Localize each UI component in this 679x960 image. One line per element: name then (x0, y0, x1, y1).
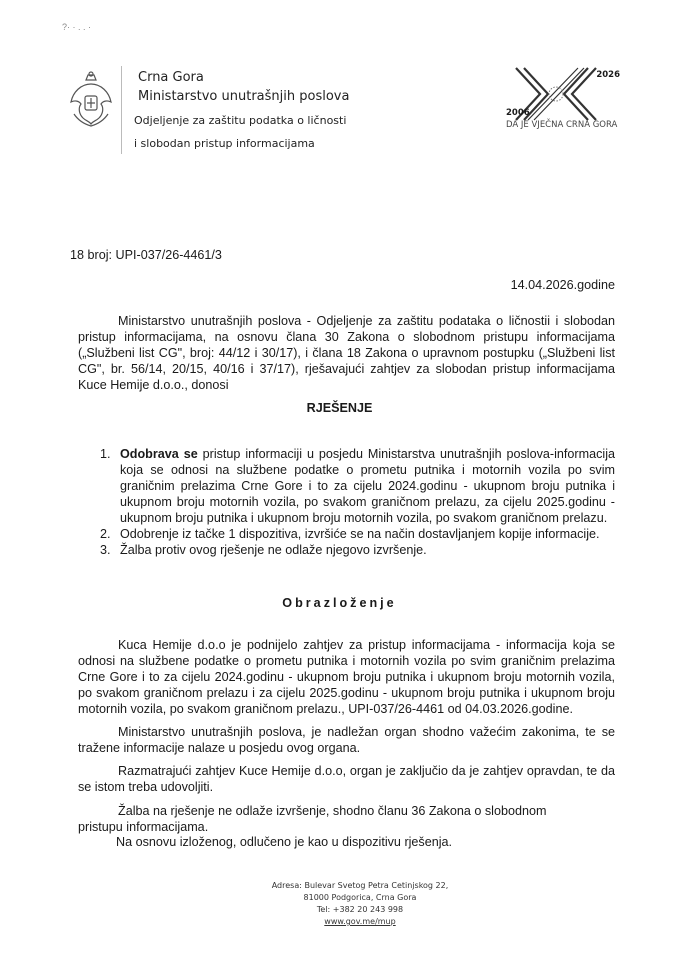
footer-tel: Tel: +382 20 243 998 (316, 905, 404, 914)
footer-city: 81000 Podgorica, Crna Gora (303, 893, 417, 902)
decision-list (100, 446, 615, 558)
item-number: 1. (100, 447, 111, 461)
item-number: 3. (100, 543, 111, 557)
scan-marks: ?· · . . · (62, 22, 91, 32)
decision-item (100, 542, 615, 558)
reasoning-paragraph: Razmatrajući zahtjev Kuce Hemije d.o.o, organ je zaključio da je zahtjev opravdan, te da se istom treba udovoljiti. (78, 764, 615, 794)
header-department-line2: i slobodan pristup informacijama (134, 137, 315, 150)
reference-number: 18 broj: UPI-037/26-4461/3 (70, 248, 222, 262)
reasoning-paragraph: Ministarstvo unutrašnjih poslova, je nadležan organ shodno važećim zakonima, te se tražene informacije nalaze u posjedu ovog organa. (78, 725, 615, 755)
jubilee-logo (500, 66, 620, 146)
decision-item (100, 526, 615, 542)
item-text: Odobrenje iz tačke 1 dispozitiva, izvršiće se na način dostavljanjem kopije informacije. (120, 527, 600, 541)
reasoning-paragraph: Kuca Hemije d.o.o je podnijelo zahtjev za pristup informacijama - informacija koja se odnosi na službene podatke o prometu putnika i motornih vozila po svim graničnim prelazima Crne Gore i to za cijelu 2024.godinu - ukupnom broju putnika i ukupnom broju motornih vozila, po svakom graničnom prelazu i za cijelu 2025.godinu - ukupnom broju putnika i ukupnom broju motornih vozila, po svakom graničnom prelazu., UPI-037/26-4461 od 04.03.2026.godine. (78, 638, 615, 716)
item-number: 2. (100, 527, 111, 541)
header-department-line1: Odjeljenje za zaštitu podatka o ličnosti (134, 114, 347, 127)
coat-of-arms-icon (66, 70, 116, 132)
logo-motto: DA JE VJEČNA CRNA GORA (506, 120, 618, 130)
logo-year-end: 2026 (596, 70, 620, 80)
reasoning-paragraph: Na osnovu izloženog, odlučeno je kao u dispozitivu rješenja. (116, 835, 453, 849)
header-ministry: Ministarstvo unutrašnjih poslova (138, 89, 350, 104)
decision-title: RJEŠENJE (306, 401, 373, 415)
reasoning-paragraph: Žalba na rješenje ne odlaže izvršenje, shodno članu 36 Zakona o slobodnom pristupu informacijama. (78, 804, 547, 834)
reasoning-title: Obrazloženje (282, 596, 397, 610)
logo-year-start: 2006 (506, 108, 530, 118)
document-date: 14.04.2026.godine (510, 278, 615, 292)
footer-contact (250, 880, 470, 928)
item-text: pristup informaciji u posjedu Ministarstva unutrašnjih poslova-informacija koja se odnosi na službene podatke o prometu putnika i motornih vozila po svim graničnim prelazima Crne Gore i to za cijelu 2024.godinu - ukupnom broju putnika i ukupnom broju motornih vozila, po svakom graničnom prelazu, za cijelu 2025.godinu - ukupnom broju putnika i ukupnom broju motornih vozila, po svakom graničnom prelazu. (120, 447, 615, 525)
footer-address: Adresa: Bulevar Svetog Petra Cetinjskog 22, (271, 881, 449, 890)
footer-web-link[interactable]: www.gov.me/mup (324, 917, 396, 926)
item-bold-text: Odobrava se (120, 447, 198, 461)
intro-paragraph: Ministarstvo unutrašnjih poslova - Odjeljenje za zaštitu podataka o ličnostii i slobodan pristup informacijama, na osnovu člana 30 Zakona o slobodnom pristupu informacijama („Službeni list CG", broj: 44/12 i 30/17), i člana 18 Zakona o upravnom postupku („Službeni list CG", br. 56/14, 20/15, 40/16 i 37/17), rješavajući zahtjev za slobodan pristup informacijama Kuce Hemije d.o.o., donosi (78, 314, 615, 392)
header-divider (121, 66, 122, 154)
item-text: Žalba protiv ovog rješenje ne odlaže njegovo izvršenje. (120, 543, 427, 557)
decision-item (100, 446, 615, 526)
header-country: Crna Gora (138, 70, 204, 85)
